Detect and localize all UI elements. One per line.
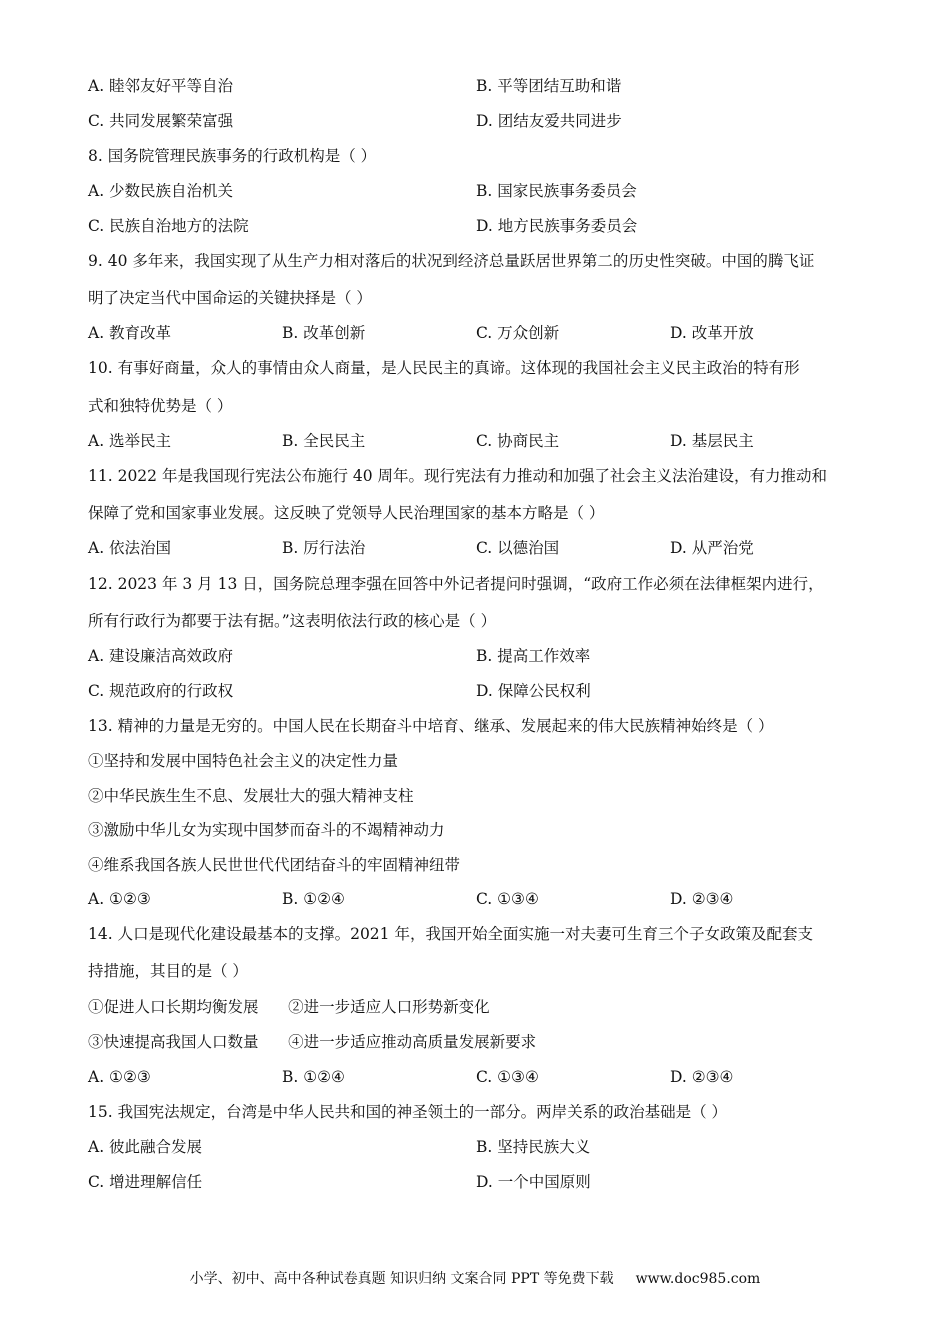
q11-option-c: C. 以德治国 [476,539,560,557]
q8-stem: 8. 国务院管理民族事务的行政机构是（ ） [88,147,377,165]
q11-stem-line-1: 11. 2022 年是我国现行宪法公布施行 40 周年。现行宪法有力推动和加强了社会主义法治建设，有力推动和 [88,467,828,485]
q9-option-d: D. 改革开放 [670,324,754,342]
page-footer [0,1269,950,1289]
q14-option-d: D. ②③④ [670,1068,734,1086]
q10-option-d: D. 基层民主 [670,432,754,450]
q12-stem-line-2: 所有行政行为都要于法有据。”这表明依法行政的核心是（ ） [88,612,497,630]
q10-option-a: A. 选举民主 [88,432,172,450]
q8-option-b: B. 国家民族事务委员会 [476,182,637,200]
q14-option-b: B. ①②④ [282,1068,345,1086]
q8-option-a: A. 少数民族自治机关 [88,182,234,200]
q10-option-c: C. 协商民主 [476,432,560,450]
q11-stem-line-2: 保障了党和国家事业发展。这反映了党领导人民治理国家的基本方略是（ ） [88,504,605,522]
q9-option-a: A. 教育改革 [88,324,172,342]
q13-item-1: ①坚持和发展中国特色社会主义的决定性力量 [88,752,399,770]
footer-link[interactable]: www.doc985.com [635,1271,761,1287]
q12-option-d: D. 保障公民权利 [476,682,591,700]
q12-option-c: C. 规范政府的行政权 [88,682,234,700]
q10-option-b: B. 全民民主 [282,432,366,450]
q11-option-b: B. 厉行法治 [282,539,366,557]
q12-option-b: B. 提高工作效率 [476,647,591,665]
q11-option-d: D. 从严治党 [670,539,754,557]
q15-option-b: B. 坚持民族大义 [476,1138,591,1156]
q14-stem-line-2: 持措施，其目的是（ ） [88,962,248,980]
q9-option-b: B. 改革创新 [282,324,366,342]
footer-text: 小学、初中、高中各种试卷真题 知识归纳 文案合同 PPT 等免费下载 [189,1271,614,1287]
q8-option-c: C. 民族自治地方的法院 [88,217,249,235]
q14-items-line-2: ③快速提高我国人口数量 ④进一步适应推动高质量发展新要求 [88,1033,537,1051]
q13-option-d: D. ②③④ [670,890,734,908]
q10-stem-line-1: 10. 有事好商量，众人的事情由众人商量，是人民民主的真谛。这体现的我国社会主义民主政治的特有形 [88,359,800,377]
q13-item-3: ③激励中华儿女为实现中国梦而奋斗的不竭精神动力 [88,821,445,839]
q14-items-line-1: ①促进人口长期均衡发展 ②进一步适应人口形势新变化 [88,998,490,1016]
q12-stem-line-1: 12. 2023 年 3 月 13 日，国务院总理李强在回答中外记者提问时强调，“政府工作必须在法律框架内进行， [88,575,824,593]
q13-option-b: B. ①②④ [282,890,345,908]
q15-option-a: A. 彼此融合发展 [88,1138,203,1156]
q13-stem: 13. 精神的力量是无穷的。中国人民在长期奋斗中培育、继承、发展起来的伟大民族精神始终是（ ） [88,717,774,735]
q15-option-d: D. 一个中国原则 [476,1173,591,1191]
q13-option-c: C. ①③④ [476,890,539,908]
q15-option-c: C. 增进理解信任 [88,1173,203,1191]
q9-option-c: C. 万众创新 [476,324,560,342]
q13-item-2: ②中华民族生生不息、发展壮大的强大精神支柱 [88,787,414,805]
q13-item-4: ④维系我国各族人民世世代代团结奋斗的牢固精神纽带 [88,856,461,874]
q7-option-d: D. 团结友爱共同进步 [476,112,622,130]
q7-option-c: C. 共同发展繁荣富强 [88,112,234,130]
q15-stem: 15. 我国宪法规定，台湾是中华人民共和国的神圣领土的一部分。两岸关系的政治基础是（ ） [88,1103,728,1121]
q14-option-a: A. ①②③ [88,1068,151,1086]
q7-option-a: A. 睦邻友好平等自治 [88,77,234,95]
q12-option-a: A. 建设廉洁高效政府 [88,647,234,665]
q7-option-b: B. 平等团结互助和谐 [476,77,622,95]
q10-stem-line-2: 式和独特优势是（ ） [88,397,233,415]
q8-option-d: D. 地方民族事务委员会 [476,217,638,235]
q11-option-a: A. 依法治国 [88,539,172,557]
q9-stem-line-2: 明了决定当代中国命运的关键抉择是（ ） [88,289,372,307]
q13-option-a: A. ①②③ [88,890,151,908]
q14-stem-line-1: 14. 人口是现代化建设最基本的支撑。2021 年，我国开始全面实施一对夫妻可生育三个子女政策及配套支 [88,925,813,943]
q9-stem-line-1: 9. 40 多年来，我国实现了从生产力相对落后的状况到经济总量跃居世界第二的历史性突破。中国的腾飞证 [88,252,815,270]
q14-option-c: C. ①③④ [476,1068,539,1086]
